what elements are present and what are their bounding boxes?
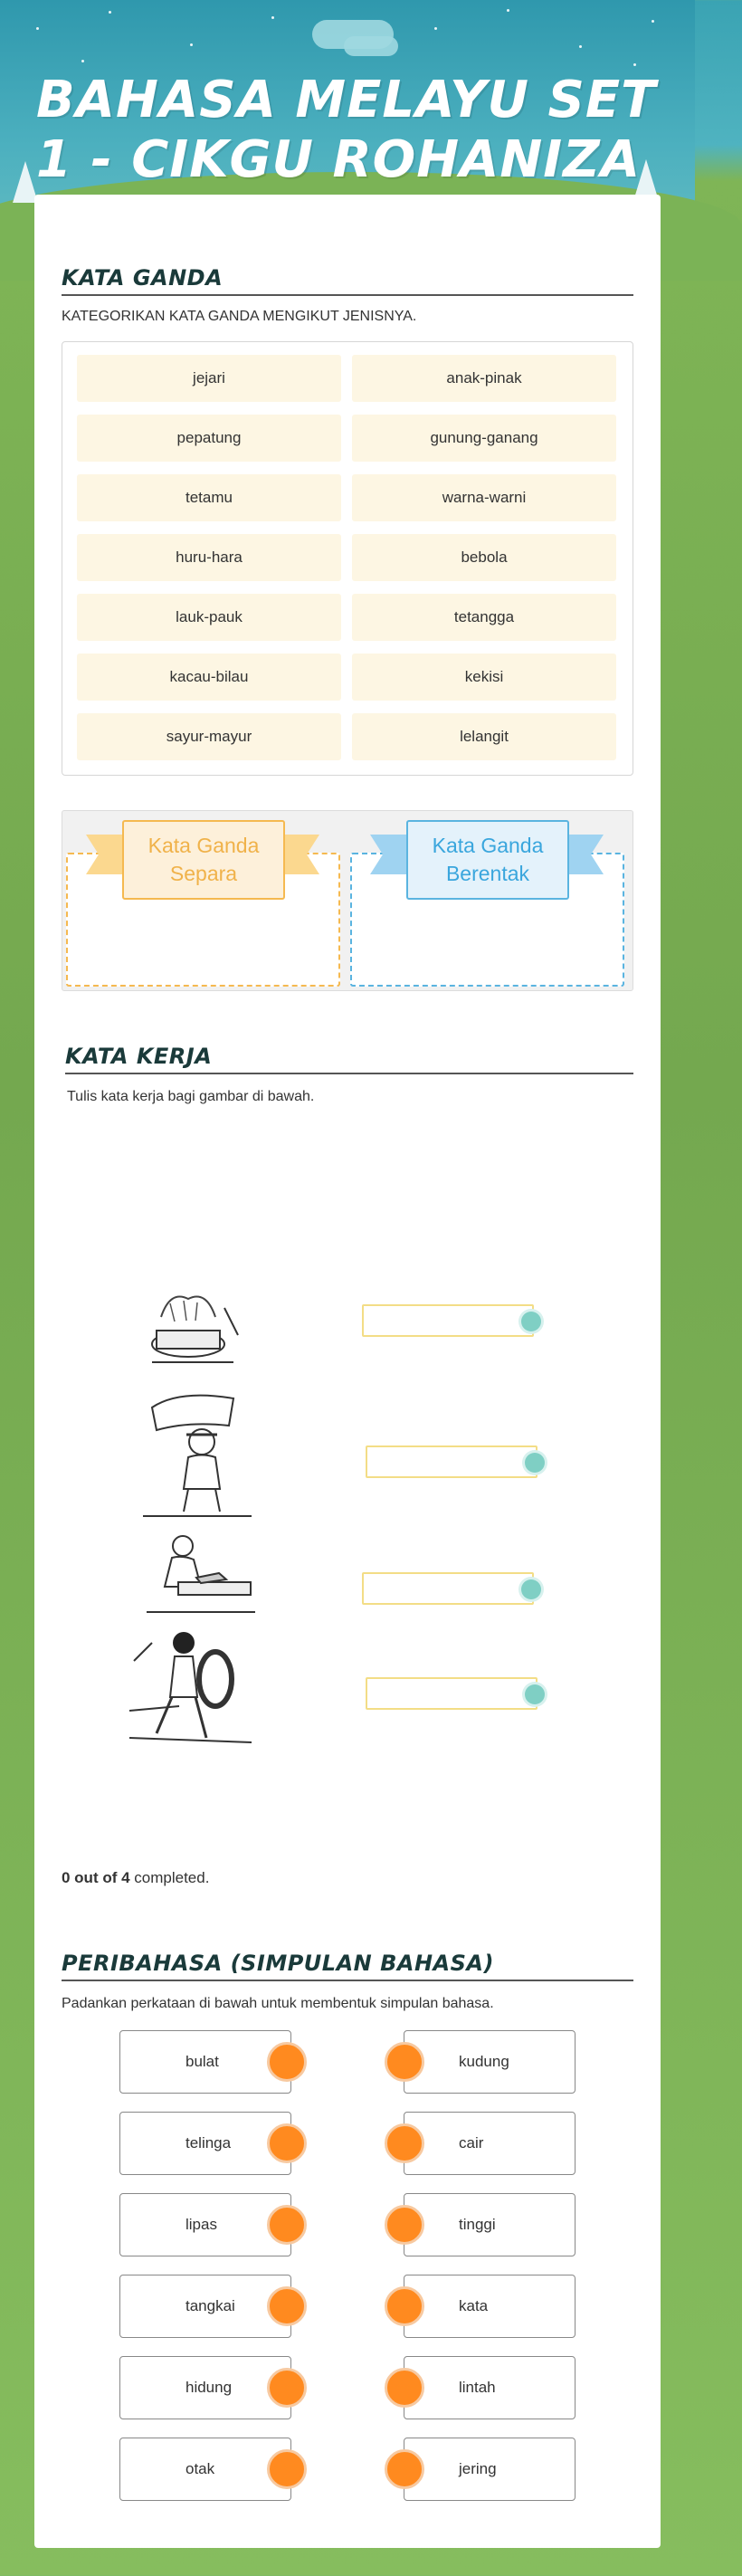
completion-status bbox=[62, 1869, 209, 1887]
snow-decoration bbox=[633, 63, 636, 66]
word-chip[interactable]: huru-hara bbox=[77, 534, 341, 581]
snow-decoration bbox=[271, 16, 274, 19]
section-title-kata-ganda: KATA GANDA bbox=[62, 265, 633, 296]
section-title-peribahasa: PERIBAHASA (SIMPULAN BAHASA) bbox=[62, 1951, 633, 1981]
rolling-tyre-illustration bbox=[125, 1625, 261, 1756]
worksheet-card bbox=[34, 195, 661, 2548]
match-item-left[interactable]: telinga bbox=[119, 2112, 291, 2175]
category-label-line: Separa bbox=[169, 862, 238, 885]
snow-decoration bbox=[190, 43, 193, 46]
answer-handle[interactable] bbox=[525, 1684, 545, 1704]
answer-input[interactable] bbox=[362, 1304, 534, 1337]
page-header bbox=[0, 0, 695, 208]
match-item-right[interactable]: kata bbox=[404, 2275, 576, 2338]
match-item-left[interactable]: lipas bbox=[119, 2193, 291, 2256]
snow-decoration bbox=[507, 9, 509, 12]
word-chip[interactable]: kekisi bbox=[352, 654, 616, 701]
answer-input[interactable] bbox=[366, 1445, 537, 1478]
match-connector[interactable] bbox=[267, 2449, 307, 2489]
word-chip[interactable]: kacau-bilau bbox=[77, 654, 341, 701]
cloud-decoration bbox=[344, 36, 398, 56]
word-chip[interactable]: bebola bbox=[352, 534, 616, 581]
match-item-right[interactable]: kudung bbox=[404, 2030, 576, 2094]
carrying-sack-illustration bbox=[134, 1389, 261, 1521]
completion-count: 0 out of 4 bbox=[62, 1869, 130, 1886]
snow-decoration bbox=[652, 20, 654, 23]
answer-input[interactable] bbox=[366, 1677, 537, 1710]
match-item-left[interactable]: tangkai bbox=[119, 2275, 291, 2338]
match-item-right[interactable]: lintah bbox=[404, 2356, 576, 2419]
match-connector[interactable] bbox=[385, 2449, 424, 2489]
word-chip[interactable]: anak-pinak bbox=[352, 355, 616, 402]
snow-decoration bbox=[579, 45, 582, 48]
section-instruction-kata-ganda: KATEGORIKAN KATA GANDA MENGIKUT JENISNYA. bbox=[62, 309, 417, 324]
match-connector[interactable] bbox=[267, 2205, 307, 2245]
section-title-kata-kerja: KATA KERJA bbox=[65, 1044, 633, 1074]
answer-input[interactable] bbox=[362, 1572, 534, 1605]
word-chip[interactable]: lelangit bbox=[352, 713, 616, 760]
category-label-line: Kata Ganda bbox=[147, 834, 260, 857]
answer-handle[interactable] bbox=[521, 1312, 541, 1331]
word-chip[interactable]: pepatung bbox=[77, 415, 341, 462]
ironing-illustration bbox=[128, 1532, 264, 1616]
snow-decoration bbox=[109, 11, 111, 14]
match-connector[interactable] bbox=[385, 2123, 424, 2163]
match-item-right[interactable]: tinggi bbox=[404, 2193, 576, 2256]
word-chip[interactable]: sayur-mayur bbox=[77, 713, 341, 760]
ribbon-tail-icon bbox=[86, 835, 122, 874]
match-connector[interactable] bbox=[267, 2123, 307, 2163]
word-chip[interactable]: lauk-pauk bbox=[77, 594, 341, 641]
match-item-right[interactable]: jering bbox=[404, 2438, 576, 2501]
match-connector[interactable] bbox=[385, 2205, 424, 2245]
category-buckets bbox=[62, 810, 633, 991]
word-chip[interactable]: gunung-ganang bbox=[352, 415, 616, 462]
match-connector[interactable] bbox=[267, 2042, 307, 2082]
completion-label: completed. bbox=[129, 1869, 210, 1886]
match-item-left[interactable]: otak bbox=[119, 2438, 291, 2501]
word-chip[interactable]: jejari bbox=[77, 355, 341, 402]
match-item-right[interactable]: cair bbox=[404, 2112, 576, 2175]
snow-decoration bbox=[81, 60, 84, 62]
snow-decoration bbox=[434, 27, 437, 30]
category-label-separa bbox=[122, 820, 285, 900]
ribbon-tail-icon bbox=[370, 835, 406, 874]
match-item-left[interactable]: bulat bbox=[119, 2030, 291, 2094]
word-pool bbox=[62, 341, 633, 776]
snow-decoration bbox=[36, 27, 39, 30]
match-connector[interactable] bbox=[385, 2042, 424, 2082]
ribbon-tail-icon bbox=[283, 835, 319, 874]
section-instruction-kata-kerja: Tulis kata kerja bagi gambar di bawah. bbox=[67, 1089, 315, 1104]
word-chip[interactable]: tetangga bbox=[352, 594, 616, 641]
match-connector[interactable] bbox=[385, 2368, 424, 2408]
word-chip[interactable]: warna-warni bbox=[352, 474, 616, 521]
ribbon-tail-icon bbox=[567, 835, 604, 874]
page-title: BAHASA MELAYU SET 1 - CIKGU ROHANIZA bbox=[36, 71, 657, 189]
match-connector[interactable] bbox=[267, 2368, 307, 2408]
match-item-left[interactable]: hidung bbox=[119, 2356, 291, 2419]
match-connector[interactable] bbox=[267, 2286, 307, 2326]
category-label-line: Kata Ganda bbox=[432, 834, 544, 857]
category-label-line: Berentak bbox=[445, 862, 530, 885]
answer-handle[interactable] bbox=[521, 1579, 541, 1599]
cooking-illustration bbox=[134, 1281, 252, 1371]
category-label-berentak bbox=[406, 820, 569, 900]
section-instruction-peribahasa: Padankan perkataan di bawah untuk membentuk simpulan bahasa. bbox=[62, 1996, 494, 2011]
match-connector[interactable] bbox=[385, 2286, 424, 2326]
word-chip[interactable]: tetamu bbox=[77, 474, 341, 521]
answer-handle[interactable] bbox=[525, 1453, 545, 1473]
